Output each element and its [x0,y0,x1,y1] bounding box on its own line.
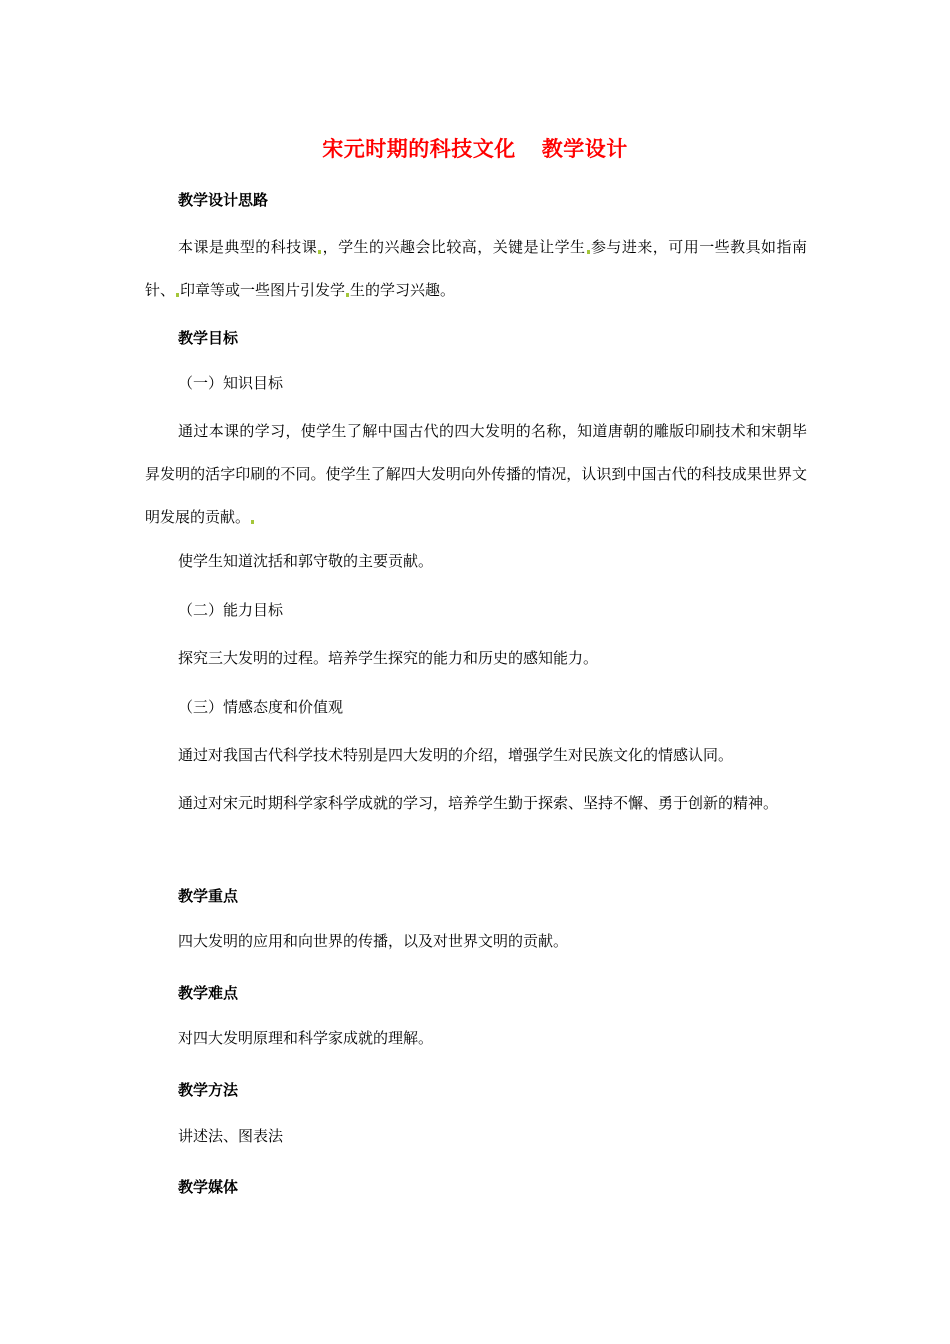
paragraph-difficulties: 对四大发明原理和科学家成就的理解。 [178,1029,434,1047]
paragraph-design-idea: 本课是典型的科技课 ，学生的兴趣会比较高，关键是让学生 参与进来，可用一些教具如指南针、 印章等或一些图片引发学 生的学习兴趣。 [145,238,807,299]
edit-mark [176,293,179,297]
label-ability-objective: （二）能力目标 [178,601,284,619]
heading-objectives: 教学目标 [178,329,239,347]
heading-difficulties: 教学难点 [178,984,239,1002]
paragraph-knowledge-2: 使学生知道沈括和郭守敬的主要贡献。 [178,552,434,570]
paragraph-knowledge-1: 通过本课的学习，使学生了解中国古代的四大发明的名称，知道唐朝的雕版印刷技术和宋朝毕昇发明的活字印刷的不同。使学生了解四大发明向外传播的情况，认识到中国古代的科技成果世界文明发展的贡献。 [145,422,807,526]
paragraph-emotion-2: 通过对宋元时期科学家科学成就的学习，培养学生勤于探索、坚持不懈、勇于创新的精神。 [178,794,779,812]
heading-methods: 教学方法 [178,1081,239,1099]
edit-mark [251,520,254,524]
heading-design-idea: 教学设计思路 [178,191,269,209]
paragraph-methods: 讲述法、图表法 [178,1127,284,1145]
paragraph-key-points: 四大发明的应用和向世界的传播，以及对世界文明的贡献。 [178,932,569,950]
edit-mark [346,293,349,297]
title-sub: 教学设计 [541,137,628,161]
paragraph-ability: 探究三大发明的过程。培养学生探究的能力和历史的感知能力。 [178,649,599,667]
edit-mark [587,250,590,254]
heading-media: 教学媒体 [178,1178,239,1196]
label-knowledge-objective: （一）知识目标 [178,374,284,392]
label-emotion-objective: （三）情感态度和价值观 [178,698,344,716]
paragraph-emotion-1: 通过对我国古代科学技术特别是四大发明的介绍，增强学生对民族文化的情感认同。 [178,746,734,764]
document-title [0,133,950,163]
title-main: 宋元时期的科技文化 [322,137,516,161]
heading-key-points: 教学重点 [178,887,239,905]
edit-mark [318,250,321,254]
